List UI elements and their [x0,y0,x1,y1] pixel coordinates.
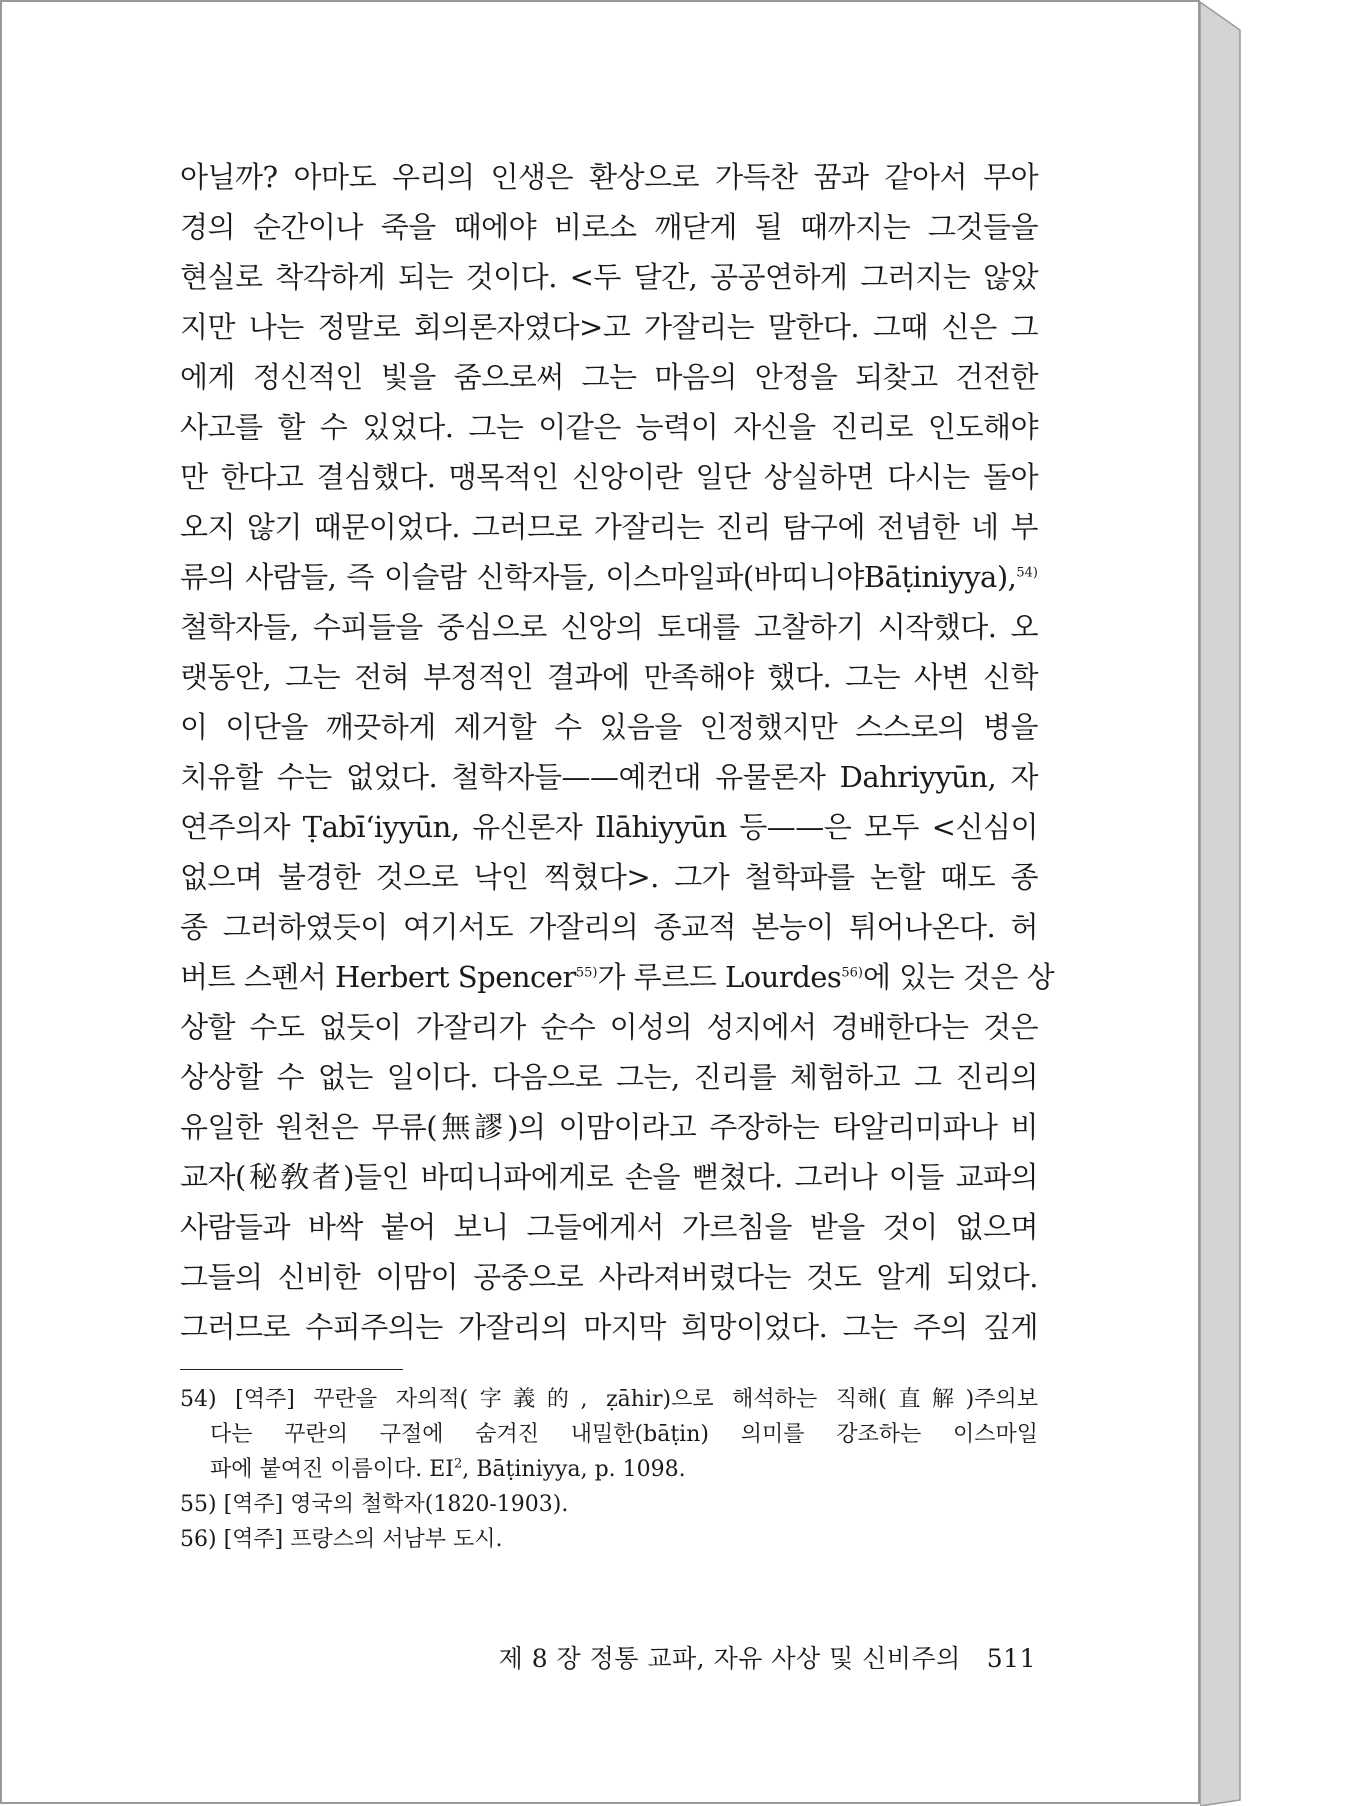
body-line: 상할 수도 없듯이 가잘리가 순수 이성의 성지에서 경배한다는 것은 [180,1010,1038,1044]
footnote-54-line-3-text-end: , Bāṭiniyya, p. 1098. [462,1457,686,1482]
footnote-54-line-2: 다는 꾸란의 구절에 숨겨진 내밀한(bāṭin) 의미를 강조하는 이스마일 [210,1422,1038,1447]
body-line: 그러므로 수피주의는 가잘리의 마지막 희망이었다. 그는 주의 깊게 [180,1310,1038,1344]
body-line-text: 버트 스펜서 Herbert Spencer [180,960,576,994]
body-line: 치유할 수는 없었다. 철학자들——예컨대 유물론자 Dahriyyūn, 자 [180,760,1038,794]
body-line: 랫동안, 그는 전혀 부정적인 결과에 만족해야 했다. 그는 사변 신학 [180,660,1038,694]
body-line: 현실로 착각하게 되는 것이다. <두 달간, 공공연하게 그러지는 않았 [180,260,1038,294]
footnote-ref: 55) [575,965,598,981]
body-line: 종 그러하였듯이 여기서도 가잘리의 종교적 본능이 튀어나온다. 허 [180,910,1038,944]
footnote-54-line-3 [180,1452,1038,1487]
body-line: 교자(秘敎者)들인 바띠니파에게로 손을 뻗쳤다. 그러나 이들 교파의 [180,1160,1038,1194]
body-line: 유일한 원천은 무류(無謬)의 이맘이라고 주장하는 타알리미파나 비 [180,1110,1038,1144]
body-line: 사고를 할 수 있었다. 그는 이같은 능력이 자신을 진리로 인도해야 [180,410,1038,444]
footnote-54-superscript: 2 [454,1456,463,1472]
footnote-54-line-1: 54) [역주] 꾸란을 자의적(字義的, ẓāhir)으로 해석하는 직해(直解)주의보 [180,1387,1038,1412]
body-line-text: 에 있는 것은 상 [862,960,1055,994]
body-line: 만 한다고 결심했다. 맹목적인 신앙이란 일단 상실하면 다시는 돌아 [180,460,1038,494]
chapter-title: 제 8 장 정통 교파, 자유 사상 및 신비주의 [498,1644,961,1673]
footnotes [180,1382,1038,1557]
body-line: 없으며 불경한 것으로 낙인 찍혔다>. 그가 철학파를 논할 때도 종 [180,860,1038,894]
page-stack-shape [1200,0,1252,1806]
body-line: 아닐까? 아마도 우리의 인생은 환상으로 가득찬 꿈과 같아서 무아 [180,160,1038,194]
body-line [180,552,1038,602]
body-line: 경의 순간이나 죽을 때에야 비로소 깨닫게 될 때까지는 그것들을 [180,210,1038,244]
body-line [180,952,1055,1002]
body-text [180,152,1055,1352]
footnote-54-line-3-text: 파에 붙여진 이름이다. EI [210,1457,454,1482]
footnote-ref: 54) [1016,565,1038,581]
body-line: 상상할 수 없는 일이다. 다음으로 그는, 진리를 체험하고 그 진리의 [180,1060,1038,1094]
footnote-55: 55) [역주] 영국의 철학자(1820-1903). [180,1492,569,1517]
body-line: 사람들과 바싹 붙어 보니 그들에게서 가르침을 받을 것이 없으며 [180,1210,1038,1244]
page-number: 511 [986,1644,1036,1673]
body-line: 오지 않기 때문이었다. 그러므로 가잘리는 진리 탐구에 전념한 네 부 [180,510,1038,544]
body-line-text: 류의 사람들, 즉 이슬람 신학자들, 이스마일파(바띠니야Bāṭiniyya), [180,560,1017,594]
body-line: 그들의 신비한 이맘이 공중으로 사라져버렸다는 것도 알게 되었다. [180,1260,1038,1294]
footnote-ref: 56) [841,965,863,981]
footnote-56: 56) [역주] 프랑스의 서남부 도시. [180,1527,503,1552]
body-line: 에게 정신적인 빛을 줌으로써 그는 마음의 안정을 되찾고 건전한 [180,360,1038,394]
body-line: 철학자들, 수피들을 중심으로 신앙의 토대를 고찰하기 시작했다. 오 [180,610,1038,644]
body-line: 지만 나는 정말로 회의론자였다>고 가잘리는 말한다. 그때 신은 그 [180,310,1038,344]
running-footer [499,1639,1036,1679]
page-stack-edge [1200,0,1252,1806]
body-line: 이 이단을 깨끗하게 제거할 수 있음을 인정했지만 스스로의 병을 [180,710,1038,744]
body-line-text: 가 루르드 Lourdes [597,960,842,994]
footnote-separator [180,1369,403,1370]
body-line: 연주의자 Ṭabī‘iyyūn, 유신론자 Ilāhiyyūn 등——은 모두 <신심이 [180,810,1038,844]
